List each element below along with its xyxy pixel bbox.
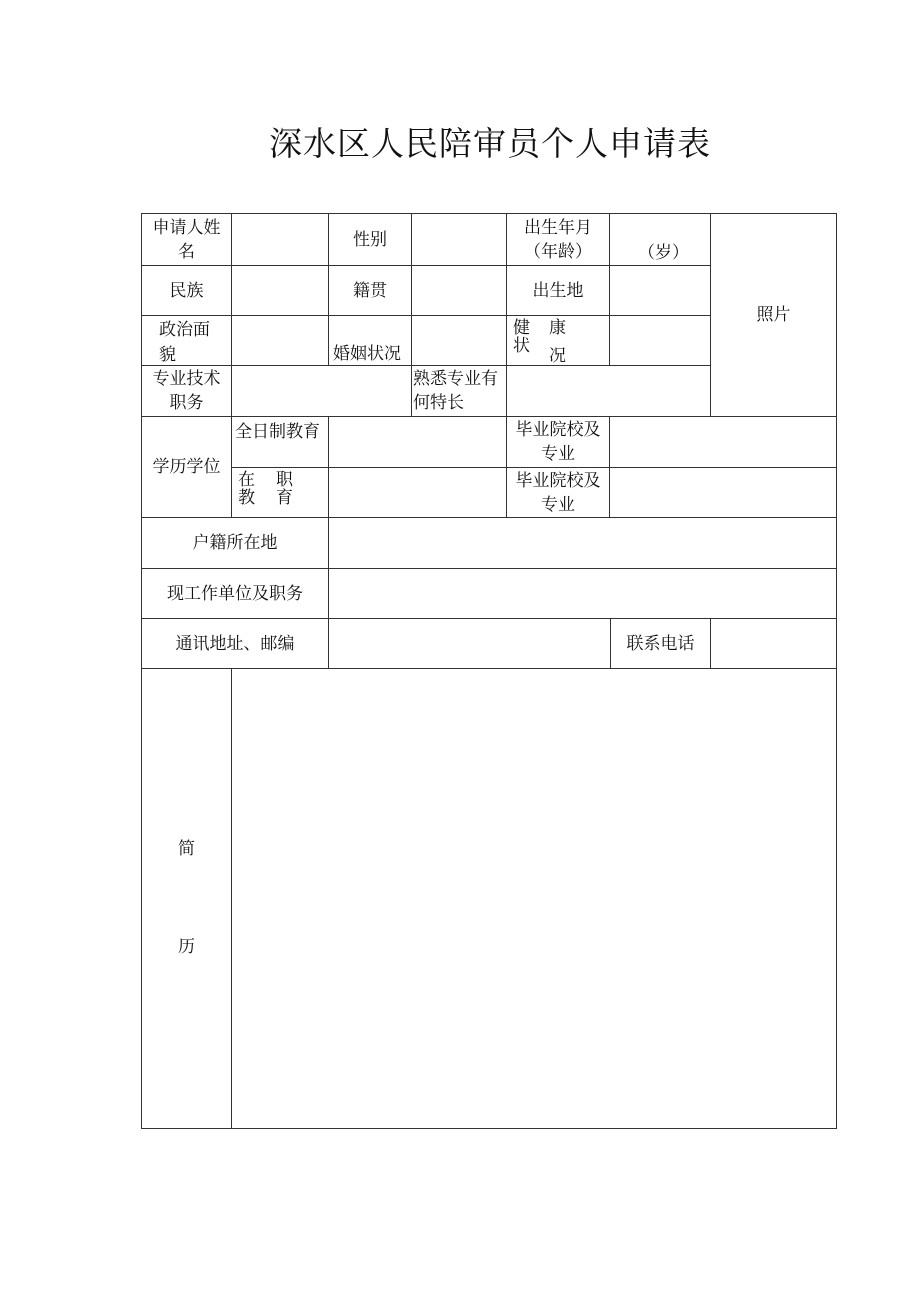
- label-address: [141, 618, 329, 669]
- field-native-place[interactable]: [411, 265, 507, 316]
- photo-label: 照片: [756, 305, 791, 325]
- label-health-d: 况: [549, 346, 566, 366]
- label-birth-line1: 出生年月: [524, 217, 592, 238]
- field-inservice-education[interactable]: [328, 467, 507, 518]
- label-graduated-school-1: [506, 416, 610, 468]
- label-resume: [141, 668, 232, 1129]
- label-health: [506, 315, 610, 366]
- label-health-c: 状: [513, 336, 530, 356]
- label-gender-text: 性别: [353, 229, 387, 250]
- label-resume-char1: 简: [178, 839, 195, 859]
- label-inservice-a: 在: [238, 470, 255, 490]
- label-graduated-school-2: [506, 467, 610, 518]
- label-specialty-line1: 熟悉专业有: [413, 369, 498, 389]
- label-marital-text: 婚姻状况: [333, 344, 401, 364]
- label-work-unit-text: 现工作单位及职务: [167, 583, 303, 604]
- label-household-text: 户籍所在地: [192, 533, 278, 553]
- field-phone[interactable]: [710, 618, 837, 669]
- field-address[interactable]: [328, 618, 611, 669]
- label-birthplace-text: 出生地: [532, 280, 584, 301]
- field-resume[interactable]: [231, 668, 837, 1129]
- field-applicant-name[interactable]: [231, 213, 329, 266]
- label-birthplace: [506, 265, 610, 316]
- age-unit-label: （岁）: [638, 243, 689, 263]
- form-title: 深水区人民陪审员个人申请表: [269, 124, 711, 163]
- photo-box[interactable]: [710, 213, 837, 417]
- label-fulltime-education: [231, 416, 329, 468]
- label-fulltime-text: 全日制教育: [235, 422, 320, 442]
- label-specialty-line2: 何特长: [413, 393, 464, 413]
- label-phone: [610, 618, 711, 669]
- label-professional-line2: 职务: [169, 393, 204, 413]
- label-political-status: [141, 315, 232, 366]
- label-political-line1: 政治面: [159, 320, 210, 340]
- label-inservice-b: 职: [276, 470, 293, 490]
- field-graduated-school-1[interactable]: [609, 416, 837, 468]
- label-professional-title: [141, 365, 232, 417]
- field-birth[interactable]: [609, 213, 711, 266]
- label-inservice-c: 教: [238, 488, 255, 508]
- label-graduated-school-2-line2: 专业: [541, 494, 575, 515]
- label-birth: [506, 213, 610, 266]
- label-native-place: [328, 265, 412, 316]
- label-health-a: 健: [513, 318, 530, 338]
- label-inservice-education: [231, 467, 329, 518]
- field-household[interactable]: [328, 517, 837, 569]
- label-professional-line1: 专业技术: [152, 369, 221, 389]
- field-professional-title[interactable]: [231, 365, 412, 417]
- label-political-line2: 貌: [159, 345, 176, 365]
- label-specialty: [411, 365, 507, 417]
- field-fulltime-education[interactable]: [328, 416, 507, 468]
- label-applicant-name-line1: 申请人姓: [152, 217, 221, 238]
- label-gender: [328, 213, 412, 266]
- field-political-status[interactable]: [231, 315, 329, 366]
- label-birth-line2: （年龄）: [524, 241, 592, 262]
- field-marital-status[interactable]: [411, 315, 507, 366]
- label-work-unit: [141, 568, 329, 619]
- label-phone-text: 联系电话: [626, 633, 695, 654]
- label-education-degree: [141, 416, 232, 518]
- label-inservice-d: 育: [276, 488, 293, 508]
- label-graduated-school-1-line1: 毕业院校及: [515, 420, 601, 440]
- label-marital-status: [328, 315, 412, 366]
- label-native-place-text: 籍贯: [353, 280, 387, 301]
- label-resume-char2: 历: [178, 937, 195, 957]
- field-work-unit[interactable]: [328, 568, 837, 619]
- label-graduated-school-2-line1: 毕业院校及: [515, 470, 601, 491]
- field-gender[interactable]: [411, 213, 507, 266]
- label-graduated-school-1-line2: 专业: [541, 444, 575, 464]
- application-form: [141, 213, 837, 1129]
- field-ethnicity[interactable]: [231, 265, 329, 316]
- label-ethnicity-text: 民族: [169, 280, 204, 301]
- label-address-text: 通讯地址、邮编: [175, 633, 295, 654]
- label-health-b: 康: [549, 318, 566, 338]
- label-applicant-name: [141, 213, 232, 266]
- label-ethnicity: [141, 265, 232, 316]
- field-graduated-school-2[interactable]: [609, 467, 837, 518]
- field-specialty[interactable]: [506, 365, 711, 417]
- label-education-text: 学历学位: [152, 457, 221, 477]
- field-birthplace[interactable]: [609, 265, 711, 316]
- label-household: [141, 517, 329, 569]
- label-applicant-name-line2: 名: [178, 241, 195, 262]
- field-health[interactable]: [609, 315, 711, 366]
